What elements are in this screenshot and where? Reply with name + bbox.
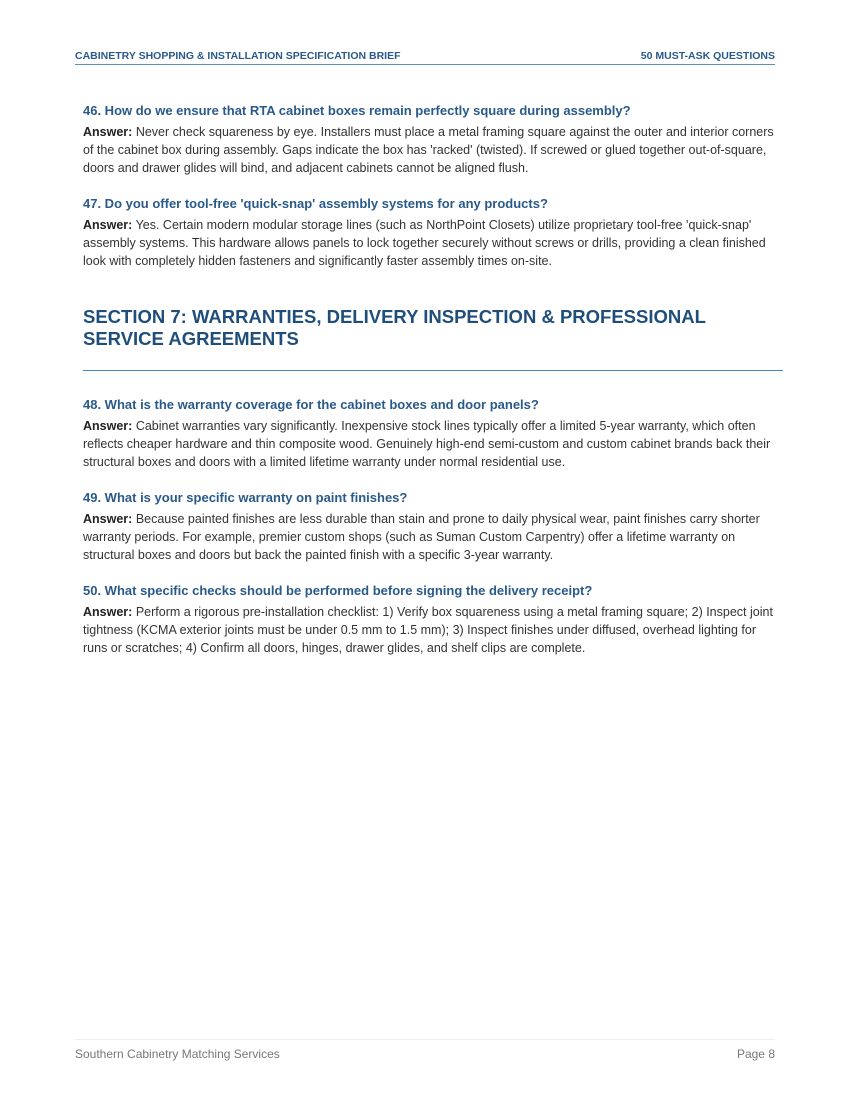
qa-item-47 [83,196,783,270]
answer-47 [83,216,783,270]
question-47: 47. Do you offer tool-free 'quick-snap' assembly systems for any products? [83,196,548,211]
qa-item-46 [83,103,783,177]
section-title: SECTION 7: WARRANTIES, DELIVERY INSPECTION & PROFESSIONAL SERVICE AGREEMENTS [83,306,706,349]
answer-text: Perform a rigorous pre-installation checklist: 1) Verify box squareness using a metal framing square; 2) Inspect joint tightness (KCMA exterior joints must be under 0.5 mm to 1.5 mm); 3) Inspect finishes under diffused, overhead lighting for runs or scratches; 4) Confirm all doors, hinges, drawer glides, and shelf clips are complete. [83,605,773,655]
question-48: 48. What is the warranty coverage for the cabinet boxes and door panels? [83,397,539,412]
answer-label: Answer: [83,605,133,619]
document-body [83,103,783,676]
header-subtitle: 50 MUST-ASK QUESTIONS [640,50,775,62]
qa-item-49 [83,490,783,564]
answer-label: Answer: [83,125,133,139]
answer-46 [83,123,783,177]
qa-item-48 [83,397,783,471]
answer-text: Cabinet warranties vary significantly. Inexpensive stock lines typically offer a limited 5-year warranty, which often reflects cheaper hardware and thin composite wood. Genuinely high-end semi-custom and custom cabinet brands back their structural boxes and doors with a limited lifetime warranty under normal residential use. [83,419,771,469]
question-50: 50. What specific checks should be performed before signing the delivery receipt? [83,583,593,598]
qa-item-50 [83,583,783,657]
footer-divider [75,1039,775,1040]
page-header [75,50,775,65]
answer-50 [83,603,783,657]
answer-text: Yes. Certain modern modular storage lines (such as NorthPoint Closets) utilize proprietary tool-free 'quick-snap' assembly systems. This hardware allows panels to lock together securely without screws or drills, providing a clean finished look with completely hidden fasteners and significantly faster assembly times on-site. [83,218,766,268]
answer-label: Answer: [83,419,133,433]
question-46: 46. How do we ensure that RTA cabinet boxes remain perfectly square during assembly? [83,103,631,118]
footer-company: Southern Cabinetry Matching Services [75,1047,280,1061]
question-49: 49. What is your specific warranty on paint finishes? [83,490,408,505]
answer-text: Never check squareness by eye. Installers must place a metal framing square against the outer and interior corners of the cabinet box during assembly. Gaps indicate the box has 'racked' (twisted). If screwed or glued together out-of-square, doors and drawer glides will bind, and adjacent cabinets cannot be aligned flush. [83,125,774,175]
section-header [83,306,783,371]
page-footer [75,1047,775,1061]
header-title: CABINETRY SHOPPING & INSTALLATION SPECIFICATION BRIEF [75,50,401,62]
answer-49 [83,510,783,564]
page-number: Page 8 [736,1047,775,1061]
answer-label: Answer: [83,218,133,232]
answer-text: Because painted finishes are less durable than stain and prone to daily physical wear, paint finishes carry shorter warranty periods. For example, premier custom shops (such as Suman Custom Carpentry) offer a lifetime warranty on structural boxes and doors but back the painted finish with a specific 3-year warranty. [83,512,760,562]
answer-label: Answer: [83,512,133,526]
answer-48 [83,417,783,471]
